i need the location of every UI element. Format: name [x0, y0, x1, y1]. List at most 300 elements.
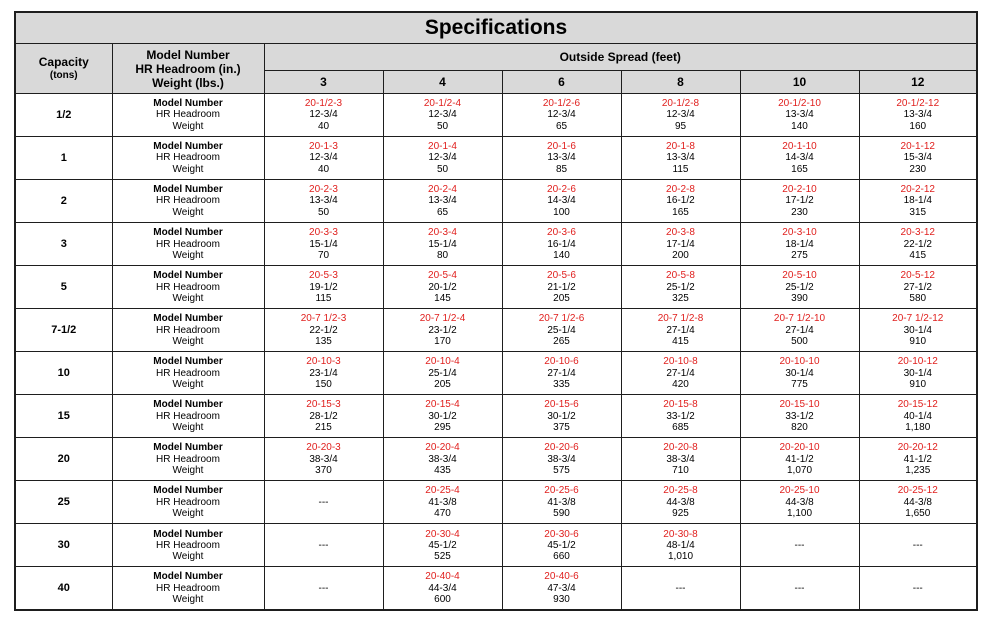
spec-cell: [264, 137, 383, 180]
not-available-value: ---: [794, 539, 805, 551]
row-labels-cell: [112, 567, 264, 610]
row-labels-cell: [112, 395, 264, 438]
hr-headroom-value: 41-3/8: [547, 496, 576, 508]
table-row: [15, 309, 977, 352]
weight-value: 1,650: [905, 507, 931, 519]
not-available-value: ---: [794, 582, 805, 594]
spec-cell: [502, 137, 621, 180]
model-number-value: 20-20-8: [663, 442, 698, 454]
model-number-value: 20-30-6: [544, 528, 579, 540]
weight-value: 575: [553, 464, 570, 476]
spec-cell: [740, 309, 859, 352]
spec-cell: [740, 352, 859, 395]
model-number-value: 20-40-6: [544, 571, 579, 583]
weight-value: 1,180: [905, 421, 931, 433]
hr-headroom-value: 21-1/2: [547, 281, 576, 293]
weight-value: 335: [553, 378, 570, 390]
spread-header-3: 3: [264, 71, 383, 94]
hr-headroom-value: 17-1/4: [666, 238, 695, 250]
hr-headroom-value: 14-3/4: [785, 152, 814, 164]
model-number-value: 20-1-10: [782, 141, 817, 153]
spec-cell: [264, 94, 383, 137]
hr-headroom-value: 44-3/8: [903, 496, 932, 508]
spec-cell: [740, 524, 859, 567]
row-labels-cell: [112, 223, 264, 266]
hr-headroom-value: 25-1/2: [785, 281, 814, 293]
model-number-value: 20-1/2-8: [661, 98, 700, 110]
hr-headroom-value: 48-1/4: [666, 539, 695, 551]
spec-cell: [502, 395, 621, 438]
model-number-value: 20-2-8: [666, 184, 695, 196]
model-number-value: 20-15-12: [897, 399, 938, 411]
weight-value: 370: [315, 464, 332, 476]
capacity-cell: 5: [15, 266, 112, 309]
model-number-value: 20-1/2-10: [778, 98, 821, 110]
table-row: [15, 223, 977, 266]
spec-cell: [502, 309, 621, 352]
capacity-cell: 7-1/2: [15, 309, 112, 352]
weight-value: 215: [315, 421, 332, 433]
spec-cell: [859, 524, 977, 567]
spec-cell: [740, 266, 859, 309]
spec-cell: [264, 180, 383, 223]
model-number-value: 20-25-8: [663, 485, 698, 497]
hr-headroom-label: HR Headroom: [156, 453, 220, 465]
hr-headroom-value: 30-1/2: [428, 410, 457, 422]
model-number-value: 20-2-3: [309, 184, 338, 196]
hr-headroom-value: 12-3/4: [428, 152, 457, 164]
capacity-cell: 2: [15, 180, 112, 223]
spec-cell: [502, 481, 621, 524]
spec-cell: [621, 137, 740, 180]
hr-headroom-value: 14-3/4: [547, 195, 576, 207]
model-number-value: 20-7 1/2-10: [773, 313, 826, 325]
weight-value: 140: [791, 120, 808, 132]
spec-cell: [621, 266, 740, 309]
model-number-value: 20-1/2-6: [542, 98, 581, 110]
hr-headroom-value: 38-3/4: [428, 453, 457, 465]
hr-headroom-value: 15-3/4: [903, 152, 932, 164]
spec-cell: [383, 137, 502, 180]
row-labels-cell: [112, 180, 264, 223]
capacity-header: [15, 44, 112, 94]
hr-headroom-value: 45-1/2: [547, 539, 576, 551]
weight-value: 205: [553, 292, 570, 304]
spec-cell: [621, 524, 740, 567]
model-number-value: 20-3-12: [900, 227, 935, 239]
spec-cell: [740, 223, 859, 266]
weight-value: 295: [434, 421, 451, 433]
spec-cell: [383, 309, 502, 352]
table-row: [15, 352, 977, 395]
spec-cell: [383, 524, 502, 567]
weight-value: 1,070: [786, 464, 813, 476]
weight-value: 470: [434, 507, 451, 519]
hr-headroom-value: 25-1/4: [547, 324, 576, 336]
spec-cell: [621, 352, 740, 395]
spec-cell: [740, 94, 859, 137]
hr-headroom-value: 19-1/2: [309, 281, 338, 293]
weight-value: 1,235: [905, 464, 931, 476]
weight-value: 925: [672, 507, 689, 519]
weight-label: Weight: [172, 593, 204, 605]
model-number-value: 20-7 1/2-12: [892, 313, 944, 325]
weight-value: 205: [434, 378, 451, 390]
weight-label: Weight: [172, 507, 204, 519]
weight-label: Weight: [172, 206, 204, 218]
spec-cell: [264, 223, 383, 266]
not-available-value: ---: [318, 582, 329, 594]
weight-value: 70: [317, 249, 330, 261]
spec-cell: [502, 438, 621, 481]
model-number-label: Model Number: [153, 270, 223, 282]
spec-cell: [621, 223, 740, 266]
table-row: [15, 180, 977, 223]
spec-cell: [621, 481, 740, 524]
weight-value: 580: [909, 292, 927, 304]
model-number-value: 20-20-6: [544, 442, 579, 454]
weight-value: 40: [317, 120, 330, 132]
spec-cell: [264, 524, 383, 567]
weight-label: Weight: [172, 464, 204, 476]
model-number-value: 20-1-6: [547, 141, 576, 153]
weight-value: 275: [791, 249, 808, 261]
weight-value: 775: [791, 378, 808, 390]
model-number-value: 20-7 1/2-6: [538, 313, 585, 325]
hr-headroom-label: HR Headroom: [156, 195, 220, 207]
capacity-cell: 10: [15, 352, 112, 395]
model-number-value: 20-15-3: [306, 399, 341, 411]
table-row: [15, 524, 977, 567]
hr-headroom-label: HR Headroom: [156, 410, 220, 422]
model-number-value: 20-25-6: [544, 485, 579, 497]
spec-cell: [383, 94, 502, 137]
weight-value: 115: [315, 292, 332, 304]
spec-cell: [740, 481, 859, 524]
model-number-value: 20-2-6: [547, 184, 576, 196]
model-number-value: 20-7 1/2-8: [657, 313, 704, 325]
model-number-label: Model Number: [153, 399, 223, 411]
model-number-value: 20-5-8: [666, 270, 695, 282]
model-number-value: 20-20-12: [897, 442, 938, 454]
model-number-value: 20-40-4: [425, 571, 460, 583]
spec-cell: [859, 266, 977, 309]
spec-cell: [383, 567, 502, 610]
spec-cell: [859, 309, 977, 352]
weight-value: 375: [553, 421, 570, 433]
model-number-label: Model Number: [153, 571, 223, 583]
spec-cell: [502, 352, 621, 395]
hr-headroom-label: HR Headroom: [156, 152, 220, 164]
weight-value: 930: [553, 593, 570, 605]
hr-headroom-value: 17-1/2: [785, 195, 814, 207]
row-labels-cell: [112, 309, 264, 352]
spec-cell: [740, 395, 859, 438]
outside-spread-header: Outside Spread (feet): [264, 44, 977, 71]
weight-label: Weight: [172, 292, 204, 304]
hr-headroom-header-label: HR Headroom (in.): [135, 61, 241, 76]
weight-value: 1,100: [786, 507, 813, 519]
spec-cell: [264, 438, 383, 481]
model-number-value: 20-15-10: [779, 399, 820, 411]
table-row: [15, 481, 977, 524]
hr-headroom-value: 38-3/4: [547, 453, 576, 465]
spread-header-8: 8: [621, 71, 740, 94]
weight-value: 85: [555, 163, 568, 175]
spec-cell: [502, 567, 621, 610]
model-number-value: 20-1-3: [309, 141, 338, 153]
weight-value: 65: [555, 120, 568, 132]
hr-headroom-value: 18-1/4: [785, 238, 814, 250]
weight-value: 390: [791, 292, 808, 304]
hr-headroom-value: 44-3/8: [666, 496, 695, 508]
model-number-value: 20-5-4: [428, 270, 457, 282]
model-number-value: 20-20-10: [779, 442, 820, 454]
spec-cell: [502, 94, 621, 137]
model-header: [112, 44, 264, 94]
model-number-value: 20-5-10: [782, 270, 817, 282]
hr-headroom-value: 13-3/4: [666, 152, 695, 164]
spec-cell: [859, 223, 977, 266]
spec-cell: [383, 180, 502, 223]
table-row: [15, 94, 977, 137]
hr-headroom-value: 23-1/4: [309, 367, 338, 379]
hr-headroom-value: 12-3/4: [666, 109, 695, 121]
model-number-value: 20-10-4: [425, 356, 460, 368]
weight-value: 910: [909, 378, 927, 390]
model-number-value: 20-2-12: [900, 184, 935, 196]
specifications-table: [14, 11, 978, 611]
weight-value: 315: [909, 206, 927, 218]
weight-value: 170: [434, 335, 451, 347]
model-number-value: 20-10-12: [897, 356, 938, 368]
spec-cell: [264, 352, 383, 395]
spec-cell: [859, 481, 977, 524]
model-number-value: 20-1-8: [666, 141, 695, 153]
hr-headroom-value: 41-1/2: [785, 453, 814, 465]
spread-header-12: 12: [859, 71, 977, 94]
model-number-value: 20-1-4: [428, 141, 457, 153]
weight-value: 415: [672, 335, 689, 347]
hr-headroom-value: 13-3/4: [785, 109, 814, 121]
spec-cell: [383, 266, 502, 309]
model-number-label: Model Number: [153, 528, 223, 540]
not-available-value: ---: [318, 496, 329, 508]
row-labels-cell: [112, 481, 264, 524]
weight-value: 910: [909, 335, 927, 347]
model-number-value: 20-3-6: [547, 227, 576, 239]
capacity-cell: 3: [15, 223, 112, 266]
model-number-value: 20-1-12: [900, 141, 935, 153]
hr-headroom-value: 23-1/2: [428, 324, 457, 336]
capacity-cell: 30: [15, 524, 112, 567]
spec-cell: [859, 180, 977, 223]
spec-cell: [264, 481, 383, 524]
hr-headroom-value: 16-1/4: [547, 238, 576, 250]
spread-header-10: 10: [740, 71, 859, 94]
weight-value: 50: [317, 206, 330, 218]
not-available-value: ---: [912, 539, 923, 551]
table-title: Specifications: [15, 12, 977, 44]
hr-headroom-value: 38-3/4: [666, 453, 695, 465]
model-number-value: 20-5-6: [547, 270, 576, 282]
hr-headroom-value: 27-1/4: [785, 324, 814, 336]
hr-headroom-label: HR Headroom: [156, 539, 220, 551]
model-number-label: Model Number: [153, 313, 223, 325]
model-number-label: Model Number: [153, 442, 223, 454]
hr-headroom-value: 27-1/2: [903, 281, 932, 293]
weight-value: 160: [909, 120, 927, 132]
spec-cell: [621, 94, 740, 137]
table-row: [15, 395, 977, 438]
hr-headroom-value: 27-1/4: [666, 367, 695, 379]
spec-cell: [740, 567, 859, 610]
hr-headroom-value: 44-3/8: [785, 496, 814, 508]
capacity-cell: 20: [15, 438, 112, 481]
hr-headroom-value: 30-1/2: [547, 410, 576, 422]
weight-value: 50: [436, 163, 449, 175]
hr-headroom-value: 33-1/2: [666, 410, 695, 422]
hr-headroom-value: 22-1/2: [903, 238, 932, 250]
spec-cell: [502, 180, 621, 223]
weight-value: 415: [909, 249, 927, 261]
spec-cell: [859, 94, 977, 137]
hr-headroom-value: 15-1/4: [428, 238, 457, 250]
spec-cell: [859, 137, 977, 180]
weight-value: 40: [317, 163, 330, 175]
model-number-label: Model Number: [153, 227, 223, 239]
weight-label: Weight: [172, 550, 204, 562]
weight-value: 50: [436, 120, 449, 132]
weight-label: Weight: [172, 378, 204, 390]
model-number-label: Model Number: [153, 356, 223, 368]
spec-cell: [264, 395, 383, 438]
spread-header-6: 6: [502, 71, 621, 94]
not-available-value: ---: [675, 582, 686, 594]
capacity-cell: 15: [15, 395, 112, 438]
model-number-value: 20-3-10: [782, 227, 817, 239]
hr-headroom-value: 18-1/4: [903, 195, 932, 207]
weight-value: 685: [672, 421, 689, 433]
hr-headroom-label: HR Headroom: [156, 281, 220, 293]
weight-value: 135: [315, 335, 332, 347]
model-number-value: 20-20-3: [306, 442, 341, 454]
spread-header-4: 4: [383, 71, 502, 94]
weight-value: 80: [436, 249, 449, 261]
weight-header-label: Weight (lbs.): [152, 75, 224, 90]
spec-cell: [383, 352, 502, 395]
hr-headroom-label: HR Headroom: [156, 496, 220, 508]
row-labels-cell: [112, 352, 264, 395]
model-number-value: 20-1/2-12: [896, 98, 940, 110]
weight-value: 230: [791, 206, 808, 218]
weight-value: 710: [672, 464, 689, 476]
spec-cell: [621, 180, 740, 223]
hr-headroom-value: 30-1/4: [785, 367, 814, 379]
hr-headroom-value: 40-1/4: [903, 410, 932, 422]
weight-label: Weight: [172, 163, 204, 175]
spec-cell: [740, 137, 859, 180]
weight-value: 150: [315, 378, 332, 390]
model-number-value: 20-10-6: [544, 356, 579, 368]
weight-value: 65: [436, 206, 449, 218]
hr-headroom-value: 38-3/4: [309, 453, 338, 465]
capacity-cell: 25: [15, 481, 112, 524]
hr-headroom-value: 27-1/4: [547, 367, 576, 379]
weight-value: 165: [672, 206, 689, 218]
hr-headroom-label: HR Headroom: [156, 582, 220, 594]
model-number-value: 20-5-3: [309, 270, 338, 282]
model-number-value: 20-3-4: [428, 227, 457, 239]
model-number-value: 20-20-4: [425, 442, 460, 454]
spec-cell: [859, 352, 977, 395]
capacity-unit-label: (tons): [49, 69, 78, 81]
hr-headroom-value: 30-1/4: [903, 324, 932, 336]
spec-cell: [383, 481, 502, 524]
weight-value: 95: [674, 120, 687, 132]
spec-cell: [264, 309, 383, 352]
spec-cell: [621, 567, 740, 610]
hr-headroom-label: HR Headroom: [156, 324, 220, 336]
table-row: [15, 438, 977, 481]
hr-headroom-value: 16-1/2: [666, 195, 695, 207]
capacity-header-label: Capacity: [38, 54, 89, 69]
model-number-value: 20-1/2-4: [423, 98, 462, 110]
weight-value: 165: [791, 163, 808, 175]
capacity-cell: 1: [15, 137, 112, 180]
model-number-value: 20-30-4: [425, 528, 460, 540]
weight-label: Weight: [172, 421, 204, 433]
weight-label: Weight: [172, 120, 204, 132]
weight-value: 1,010: [667, 550, 694, 562]
spec-cell: [740, 180, 859, 223]
hr-headroom-value: 28-1/2: [309, 410, 338, 422]
model-number-value: 20-15-4: [425, 399, 460, 411]
hr-headroom-value: 41-3/8: [428, 496, 457, 508]
row-labels-cell: [112, 137, 264, 180]
weight-value: 140: [553, 249, 570, 261]
model-number-value: 20-25-10: [779, 485, 820, 497]
row-labels-cell: [112, 94, 264, 137]
spec-cell: [264, 567, 383, 610]
weight-value: 230: [909, 163, 927, 175]
model-number-value: 20-25-12: [897, 485, 938, 497]
hr-headroom-value: 25-1/2: [666, 281, 695, 293]
hr-headroom-value: 45-1/2: [428, 539, 457, 551]
model-number-value: 20-2-10: [782, 184, 817, 196]
row-labels-cell: [112, 266, 264, 309]
model-number-label: Model Number: [153, 141, 223, 153]
spec-cell: [383, 438, 502, 481]
model-number-value: 20-1/2-3: [304, 98, 343, 110]
spec-cell: [859, 395, 977, 438]
weight-label: Weight: [172, 249, 204, 261]
model-number-value: 20-10-10: [779, 356, 820, 368]
model-number-value: 20-3-3: [309, 227, 338, 239]
hr-headroom-value: 20-1/2: [428, 281, 457, 293]
model-number-value: 20-2-4: [428, 184, 457, 196]
hr-headroom-value: 15-1/4: [309, 238, 338, 250]
model-number-value: 20-7 1/2-4: [419, 313, 466, 325]
model-number-value: 20-7 1/2-3: [300, 313, 347, 325]
not-available-value: ---: [318, 539, 329, 551]
hr-headroom-value: 13-3/4: [309, 195, 338, 207]
weight-value: 435: [434, 464, 451, 476]
model-number-value: 20-30-8: [663, 528, 698, 540]
model-number-label: Model Number: [153, 98, 223, 110]
spec-cell: [859, 567, 977, 610]
row-labels-cell: [112, 438, 264, 481]
